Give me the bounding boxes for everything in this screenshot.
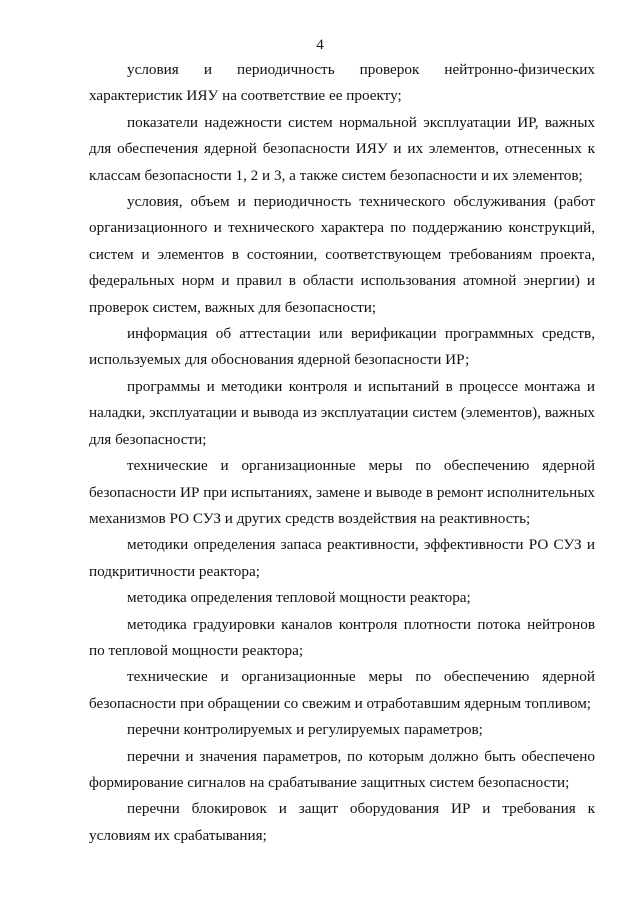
paragraph: перечни контролируемых и регулируемых параметров; [127, 721, 483, 739]
paragraph: методика градуировки каналов контроля плотности потока нейтронов по тепловой мощности реактора; [89, 615, 595, 659]
paragraph: программы и методики контроля и испытаний в процессе монтажа и наладки, эксплуатации и вывода из эксплуатации систем (элементов), важных для безопасности; [89, 377, 595, 448]
paragraph: условия, объем и периодичность технического обслуживания (работ организационного и технического характера по поддержанию конструкций, систем и элементов в состоянии, соответствующем требованиям проекта, федеральных норм и правил в области использования атомной энергии) и проверок систем, важных для безопасности; [89, 193, 595, 316]
paragraph: методики определения запаса реактивности, эффективности РО СУЗ и подкритичности реактора; [89, 536, 595, 580]
paragraph: перечни блокировок и защит оборудования ИР и требования к условиям их срабатывания; [89, 800, 595, 844]
paragraph: методика определения тепловой мощности реактора; [127, 589, 471, 607]
body-text [89, 57, 595, 849]
paragraph: показатели надежности систем нормальной эксплуатации ИР, важных для обеспечения ядерной безопасности ИЯУ и их элементов, отнесенных к классам безопасности 1, 2 и 3, а также систем безопасности и их элементов; [89, 113, 595, 184]
paragraph: условия и периодичность проверок нейтронно-физических характеристик ИЯУ на соответствие ее проекту; [89, 61, 595, 105]
paragraph: информация об аттестации или верификации программных средств, используемых для обоснования ядерной безопасности ИР; [89, 325, 595, 369]
paragraph: технические и организационные меры по обеспечению ядерной безопасности при обращении со свежим и отработавшим ядерным топливом; [89, 668, 595, 712]
page-number: 4 [316, 37, 324, 53]
paragraph: перечни и значения параметров, по которым должно быть обеспечено формирование сигналов на срабатывание защитных систем безопасности; [89, 747, 595, 791]
paragraph: технические и организационные меры по обеспечению ядерной безопасности ИР при испытаниях, замене и выводе в ремонт исполнительных механизмов РО СУЗ и других средств воздействия на реактивность; [89, 457, 595, 527]
